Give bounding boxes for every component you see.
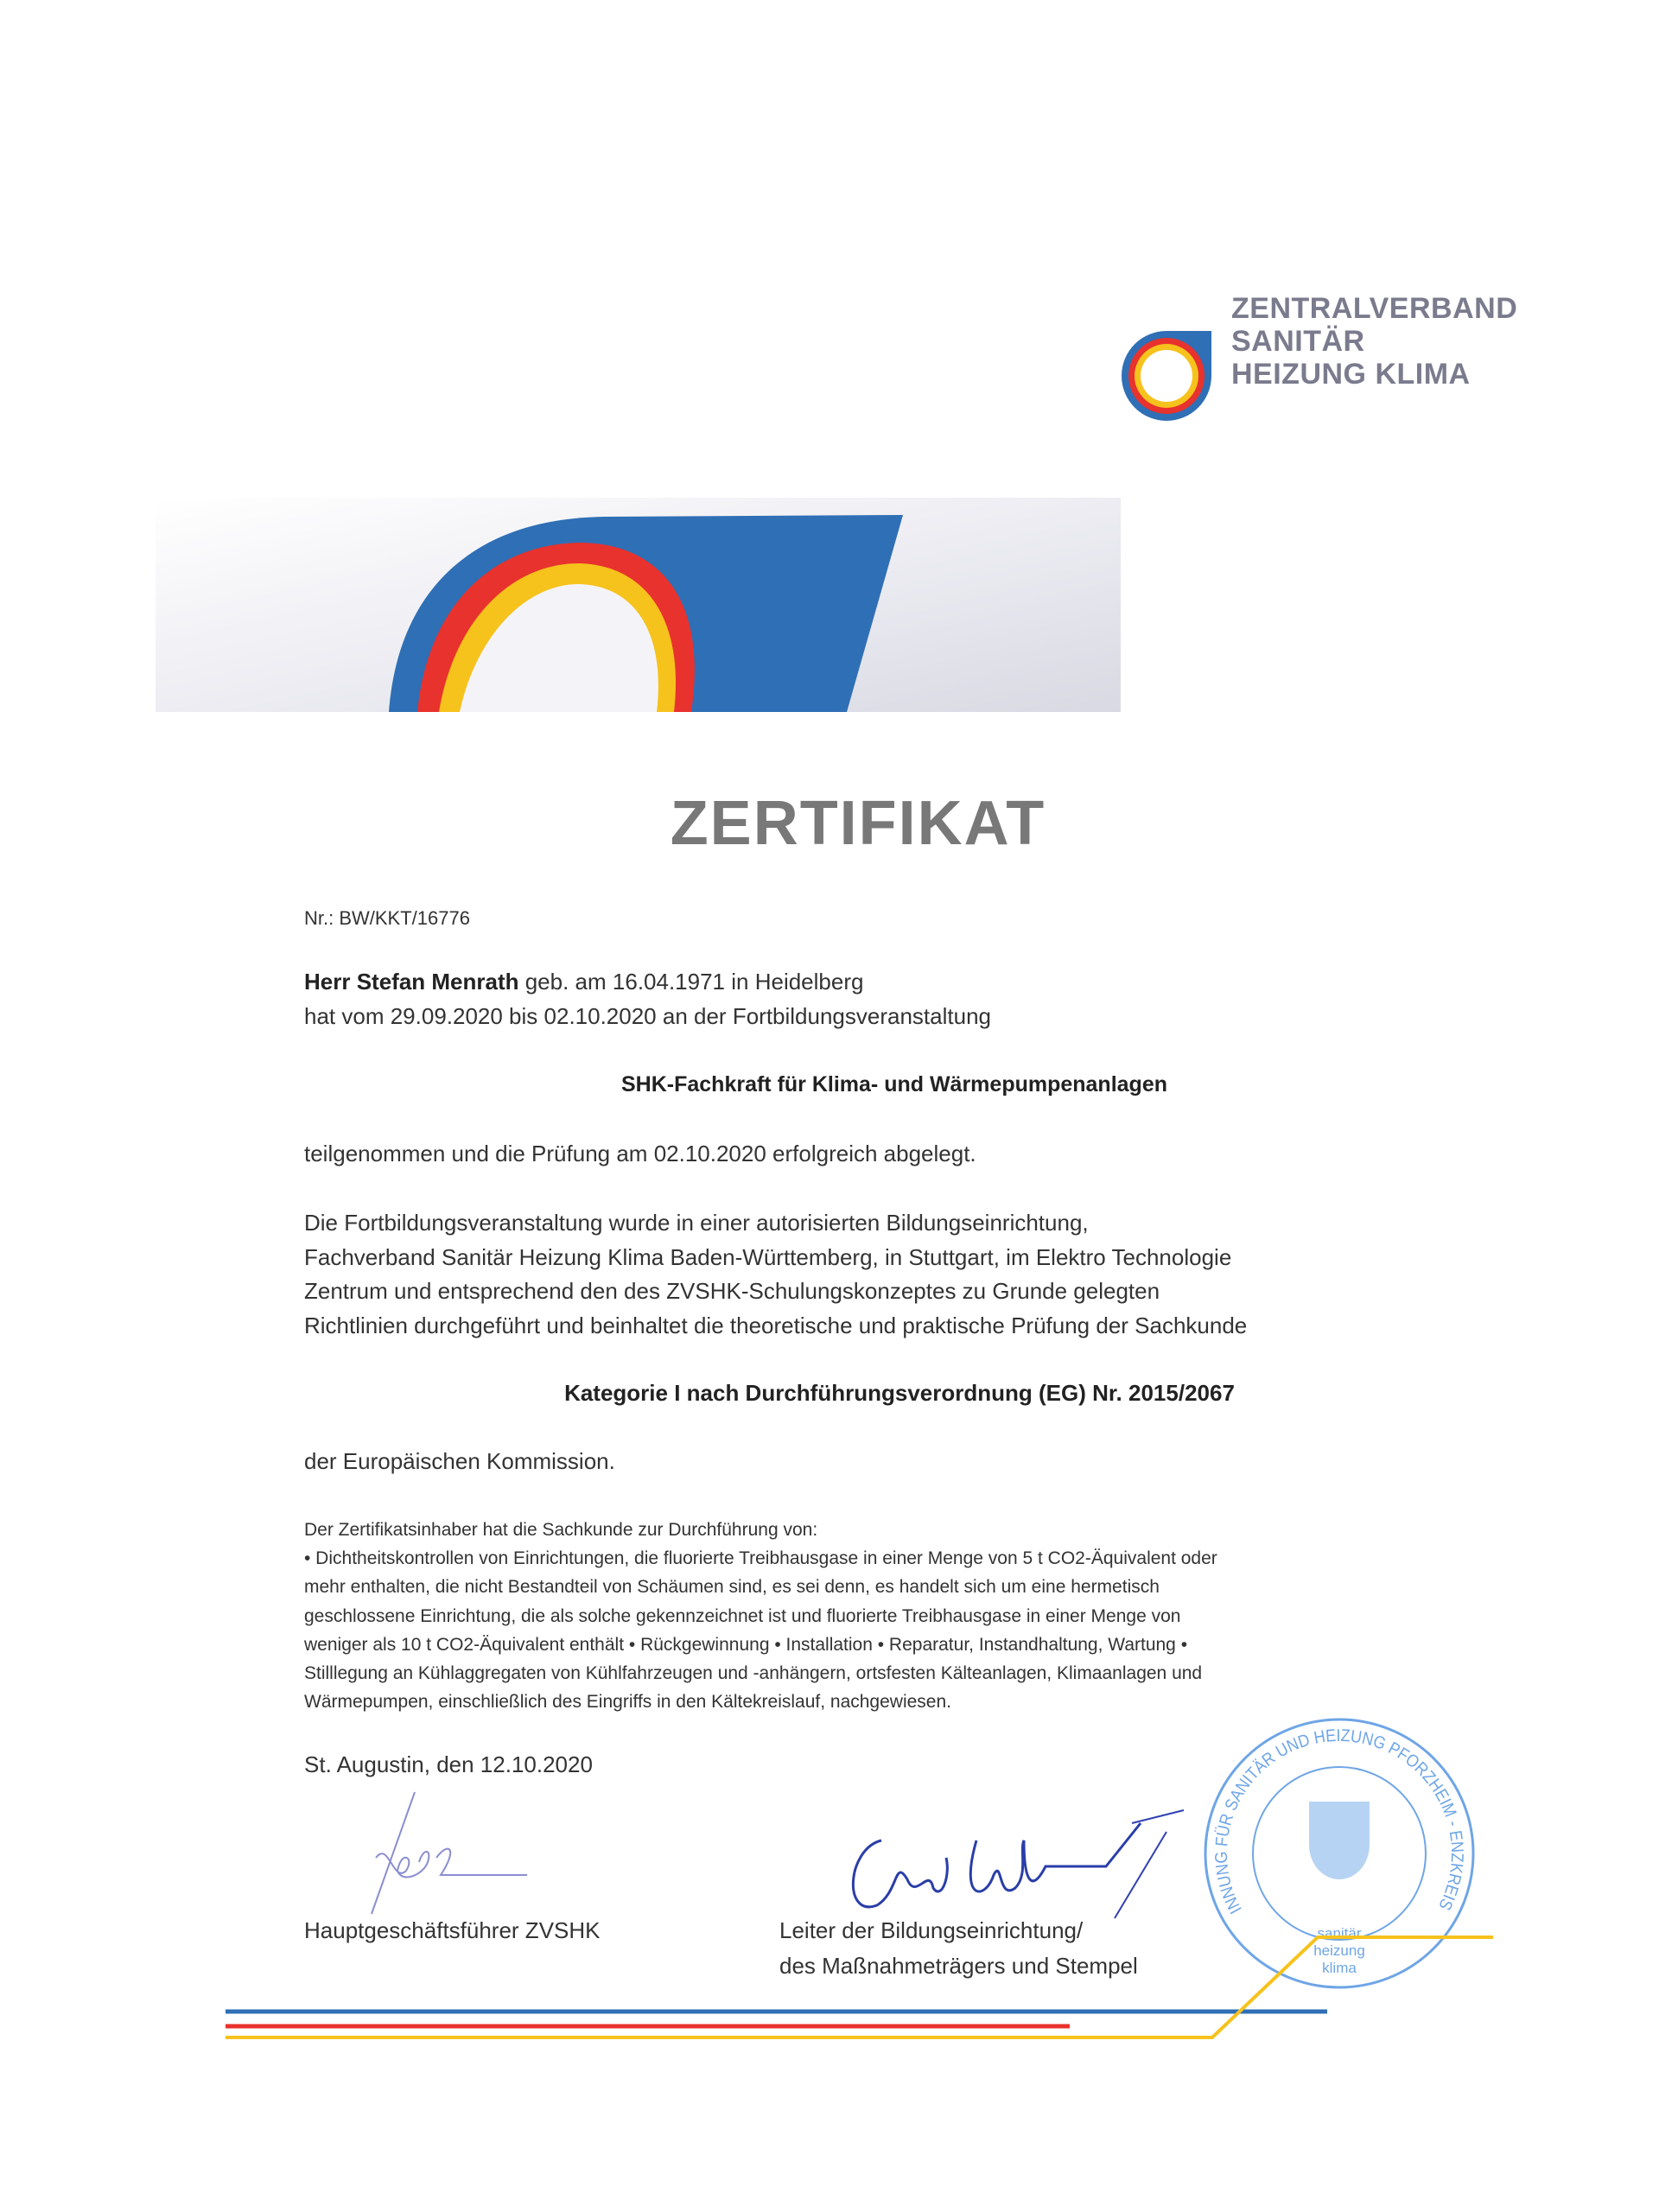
- fine-print-line: • Dichtheitskontrollen von Einrichtungen, die fluorierte Treibhausgase in einer Menge von 5 t CO2-Äquivalent oder: [304, 1548, 1217, 1569]
- commission-line: der Europäischen Kommission.: [304, 1448, 615, 1474]
- logo-line: HEIZUNG KLIMA: [1231, 358, 1471, 391]
- signature-left: [354, 1789, 544, 1918]
- paragraph-line: Fachverband Sanitär Heizung Klima Baden-Württemberg, in Stuttgart, im Elektro Technologie: [304, 1244, 1232, 1270]
- recipient-name: Herr Stefan Menrath: [304, 969, 519, 995]
- fine-print-line: geschlossene Einrichtung, die als solche gekennzeichnet ist und fluorierte Treibhausgase in einer Menge von: [304, 1605, 1181, 1626]
- fine-print-line: weniger als 10 t CO2-Äquivalent enthält • Rückgewinnung • Installation • Reparatur, Instandhaltung, Wartung •: [304, 1634, 1188, 1655]
- course-title: SHK-Fachkraft für Klima- und Wärmepumpenanlagen: [620, 1072, 1168, 1096]
- fine-print-line: Wärmepumpen, einschließlich des Eingriffs in den Kältekreislauf, nachgewiesen.: [304, 1692, 951, 1713]
- category-line: Kategorie I nach Durchführungsverordnung (EG) Nr. 2015/2067: [564, 1380, 1235, 1406]
- signature-right: [847, 1806, 1236, 1927]
- recipient-birth: geb. am 16.04.1971 in Heidelberg: [518, 969, 864, 995]
- stamp-center-text: sanitär: [1317, 1925, 1362, 1942]
- certificate-number: Nr.: BW/KKT/16776: [304, 907, 470, 929]
- fine-print-line: Stilllegung an Kühlaggregaten von Kühlfahrzeugen und -anhängern, ortsfesten Kälteanlagen, Klimaanlagen und: [304, 1663, 1203, 1684]
- stamp-ring-text: INNUNG FÜR SANITÄR UND HEIZUNG PFORZHEIM - ENZKREIS: [1211, 1726, 1467, 1917]
- logo-line: ZENTRALVERBAND: [1231, 292, 1518, 325]
- place-date: St. Augustin, den 12.10.2020: [304, 1751, 593, 1777]
- paragraph-line: Zentrum und entsprechend den des ZVSHK-Schulungskonzeptes zu Grunde gelegten: [304, 1278, 1160, 1304]
- zvshk-logo-icon: [1115, 324, 1218, 423]
- footer-stripes: [0, 1927, 1659, 2056]
- fine-print: [304, 1516, 1217, 1716]
- logo-line: SANITÄR: [1231, 325, 1365, 358]
- left-signature-label: Hauptgeschäftsführer ZVSHK: [304, 1917, 601, 1943]
- recipient-line: [304, 969, 863, 995]
- fine-print-line: mehr enthalten, die nicht Bestandteil von Schäumen sind, es sei denn, es handelt sich um eine hermetisch: [304, 1577, 1160, 1598]
- yellow-stripe: [226, 1937, 1493, 2037]
- banner-graphic: [156, 493, 1132, 717]
- result-line: teilgenommen und die Prüfung am 02.10.2020 erfolgreich abgelegt.: [304, 1141, 976, 1166]
- logo-wordmark: [1231, 292, 1517, 391]
- period-line: hat vom 29.09.2020 bis 02.10.2020 an der Fortbildungsveranstaltung: [304, 1003, 991, 1029]
- fine-print-line: Der Zertifikatsinhaber hat die Sachkunde zur Durchführung von:: [304, 1520, 818, 1540]
- paragraph-line: Richtlinien durchgeführt und beinhaltet die theoretische und praktische Prüfung der Sachkunde: [304, 1313, 1248, 1338]
- stamp-center-text: heizung: [1313, 1942, 1365, 1959]
- certificate-title: ZERTIFIKAT: [670, 789, 1046, 858]
- right-signature-label-2: des Maßnahmeträgers und Stempel: [779, 1953, 1138, 1979]
- right-signature-label-1: Leiter der Bildungseinrichtung/: [779, 1917, 1084, 1943]
- paragraph-line: Die Fortbildungsveranstaltung wurde in einer autorisierten Bildungseinrichtung,: [304, 1210, 1089, 1236]
- stamp-center-text: klima: [1322, 1960, 1357, 1976]
